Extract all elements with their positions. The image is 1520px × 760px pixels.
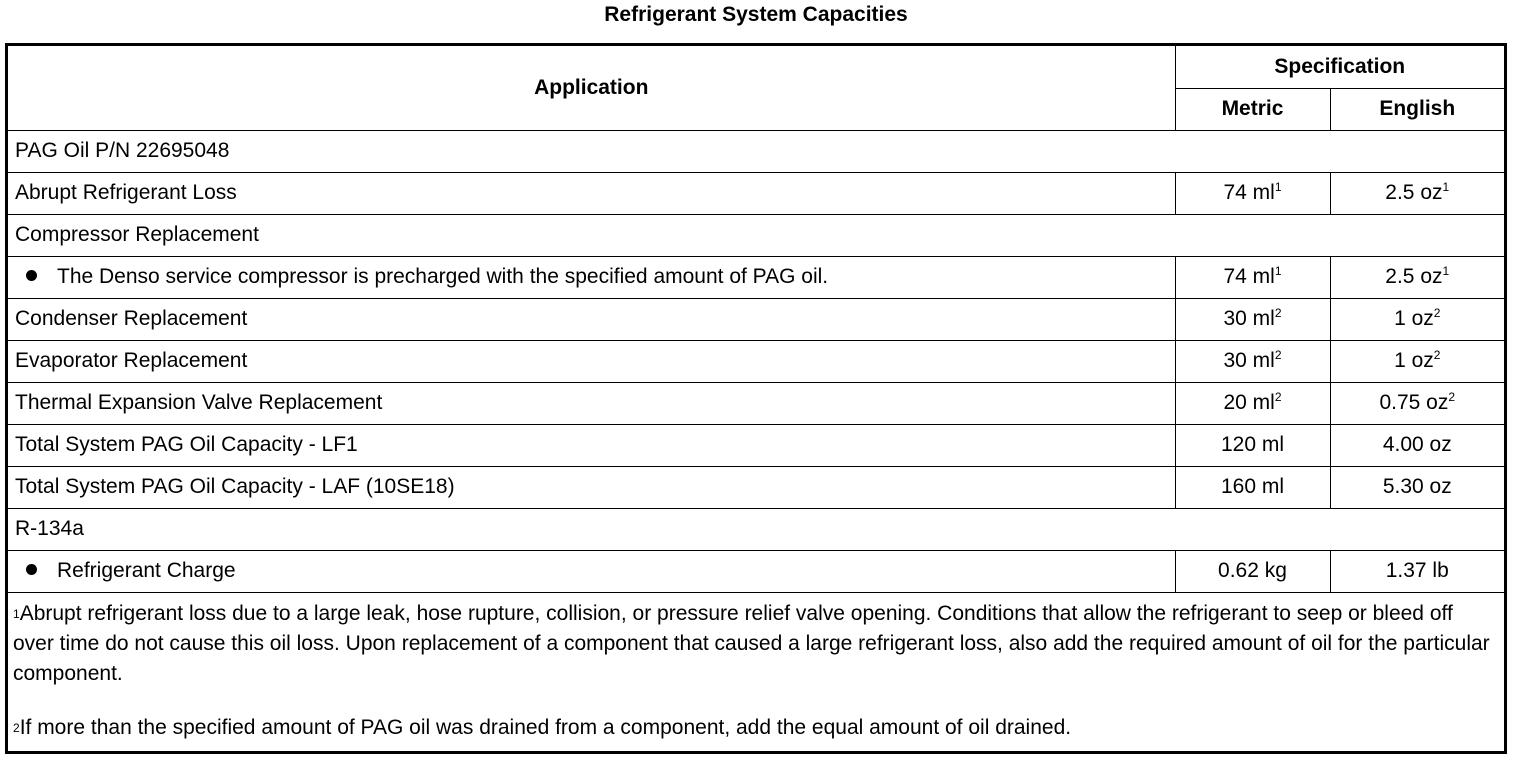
section-r134a: R-134a	[8, 508, 1504, 550]
table-row	[8, 214, 1504, 256]
row-label: Total System PAG Oil Capacity - LAF (10SE18)	[8, 466, 1175, 508]
header-metric: Metric	[1175, 88, 1330, 130]
english-value: 4.00 oz	[1330, 424, 1504, 466]
table-row	[8, 424, 1504, 466]
english-value: 2.5 $oz^1$	[1330, 172, 1504, 214]
table-row	[8, 298, 1504, 340]
english-value: 1.37 lb	[1330, 550, 1504, 592]
english-value: 1 $oz^2$	[1330, 298, 1504, 340]
table-row	[8, 340, 1504, 382]
header-application: Application	[8, 46, 1175, 130]
english-value: 2.5 $oz^1$	[1330, 256, 1504, 298]
metric-value: 120 ml	[1175, 424, 1330, 466]
footnote: $^1$Abrupt refrigerant loss due to a large leak, hose rupture, collision, or pressure relief valve opening. Conditions that allow the refrigerant to seep or bleed off over time do not cause this oil loss. Upon replacement of a component that caused a large refrigerant loss, also add the required amount of oil for the particular component.	[13, 601, 1490, 685]
table-row	[8, 382, 1504, 424]
english-value: 0.75 $oz^2$	[1330, 382, 1504, 424]
bullet-icon	[26, 270, 37, 281]
metric-value: 20 $ml^2$	[1175, 382, 1330, 424]
table-row	[8, 172, 1504, 214]
row-label: Evaporator Replacement	[8, 340, 1175, 382]
row-label: Refrigerant Charge	[8, 550, 1175, 592]
table-row	[8, 466, 1504, 508]
header-english: English	[1330, 88, 1504, 130]
row-label: Abrupt Refrigerant Loss	[8, 172, 1175, 214]
row-label: Condenser Replacement	[8, 298, 1175, 340]
footnote: $^2$If more than the specified amount of PAG oil was drained from a component, add the equal amount of oil drained.	[13, 715, 1072, 739]
row-label: The Denso service compressor is precharged with the specified amount of PAG oil.	[8, 256, 1175, 298]
table-row	[8, 256, 1504, 298]
row-label: Compressor Replacement	[8, 214, 1504, 256]
section-pag-oil: PAG Oil P/N 22695048	[8, 130, 1504, 172]
table-row	[8, 550, 1504, 592]
metric-value: 74 $ml^1$	[1175, 256, 1330, 298]
metric-value: 74 $ml^1$	[1175, 172, 1330, 214]
metric-value: 160 ml	[1175, 466, 1330, 508]
row-label: Thermal Expansion Valve Replacement	[8, 382, 1175, 424]
section-row	[8, 508, 1504, 550]
english-value: 1 $oz^2$	[1330, 340, 1504, 382]
metric-value: 0.62 kg	[1175, 550, 1330, 592]
footnotes	[8, 593, 1504, 743]
header-specification: Specification	[1175, 46, 1504, 88]
bullet-icon	[26, 564, 37, 575]
metric-value: 30 $ml^2$	[1175, 298, 1330, 340]
section-row	[8, 130, 1504, 172]
page-title: Refrigerant System Capacities	[604, 3, 908, 26]
capacities-table	[5, 43, 1507, 754]
english-value: 5.30 oz	[1330, 466, 1504, 508]
row-label: Total System PAG Oil Capacity - LF1	[8, 424, 1175, 466]
metric-value: 30 $ml^2$	[1175, 340, 1330, 382]
